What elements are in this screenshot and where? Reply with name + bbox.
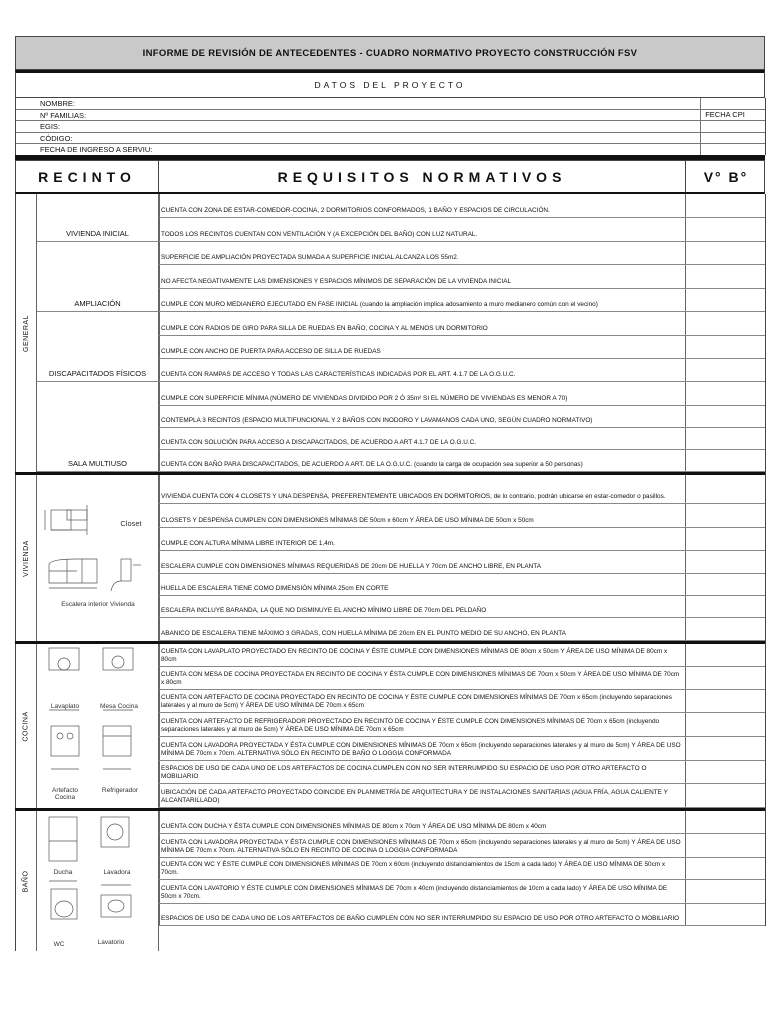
- vivienda-sketch: [37, 475, 159, 641]
- vb-cell[interactable]: [686, 713, 765, 737]
- vb-cell[interactable]: [686, 761, 765, 784]
- req-g10: CONTEMPLA 3 RECINTOS (ESPACIO MULTIFUNCIONAL Y 2 BAÑOS CON INODORO Y LAVAMANOS CADA UNO, SEGÚN CUADRO NORMATIVO): [159, 406, 686, 428]
- vb-cell[interactable]: [686, 406, 765, 428]
- req-g12: CUENTA CON BAÑO PARA DISCAPACITADOS, DE ACUERDO A ART. DE LA O.G.U.C. (cuando la carga de ocupación sea superior a 50 personas): [159, 450, 686, 472]
- vb-cell[interactable]: [686, 218, 765, 242]
- vb-cell[interactable]: [686, 618, 765, 641]
- vb-cell[interactable]: [686, 528, 765, 551]
- req-g5: CUMPLE CON MURO MEDIANERO EJECUTADO EN FASE INICIAL (cuando la ampliación implica adosamiento a muro medianero común con el vecino): [159, 289, 686, 312]
- sub-vivienda-inicial: VIVIENDA INICIAL: [37, 194, 159, 242]
- vb-cell[interactable]: [686, 644, 765, 667]
- req-c1: CUENTA CON LAVAPLATO PROYECTADO EN RECINTO DE COCINA Y ÉSTE CUMPLE CON DIMENSIONES MÍNIMAS DE 80cm x 50cm Y ÁREA DE USO MÍNIMA DE 80cm x 80cm: [159, 644, 686, 667]
- vb-cell[interactable]: [686, 858, 765, 880]
- req-c6: ESPACIOS DE USO DE CADA UNO DE LOS ARTEFACTOS DE COCINA CUMPLEN CON NO SER INTERRUMPIDO SU ESPACIO DE USO POR OTRO ARTEFACTO O MOBILIARIO: [159, 761, 686, 784]
- nombre-row: [15, 98, 765, 110]
- section-general: GENERAL: [15, 194, 37, 472]
- lavadora-caption: Lavadora: [103, 869, 131, 876]
- vb-cell[interactable]: [686, 382, 765, 406]
- cocina-sketch: [37, 644, 159, 808]
- closet-stair-drawing: [37, 475, 159, 641]
- req-b1: CUENTA CON DUCHA Y ÉSTA CUMPLE CON DIMENSIONES MÍNIMAS DE 80cm x 70cm Y ÁREA DE USO MÍNIMA DE 80cm x 40cm: [159, 811, 686, 834]
- project-data-heading: DATOS DEL PROYECTO: [15, 70, 765, 98]
- req-b4: CUENTA CON LAVATORIO Y ÉSTE CUMPLE CON DIMENSIONES MÍNIMAS DE 70cm x 40cm (incluyendo distanciamientos de 10cm a cada lado) Y ÁREA DE USO MÍNIMA DE 50cm x 70cm.: [159, 880, 686, 904]
- req-g7: CUMPLE CON ANCHO DE PUERTA PARA ACCESO DE SILLA DE RUEDAS: [159, 336, 686, 359]
- req-v5: HUELLA DE ESCALERA TIENE COMO DIMENSIÓN MÍNIMA 25cm EN CORTE: [159, 574, 686, 596]
- vb-cell[interactable]: [686, 811, 765, 834]
- artefacto-cocina-caption: Artefacto Cocina: [51, 787, 78, 801]
- egis-label: EGIS:: [40, 122, 61, 131]
- vb-cell[interactable]: [686, 667, 765, 690]
- vb-cell[interactable]: [686, 904, 765, 926]
- vb-cell[interactable]: [686, 242, 765, 265]
- vb-cell[interactable]: [686, 428, 765, 450]
- vb-cell[interactable]: [686, 289, 765, 312]
- lavaplato-caption: Lavaplato: [50, 703, 80, 710]
- req-g4: NO AFECTA NEGATIVAMENTE LAS DIMENSIONES Y ESPACIOS MÍNIMOS DE SEPARACIÓN DE LA VIVIENDA INICIAL: [159, 265, 686, 289]
- req-v4: ESCALERA CUMPLE CON DIMENSIONES MÍNIMAS REQUERIDAS DE 20cm DE HUELLA Y 70cm DE ANCHO LIBRE, EN PLANTA: [159, 551, 686, 574]
- ducha-caption: Ducha: [53, 869, 73, 876]
- vb-cell[interactable]: [686, 737, 765, 761]
- req-c5: CUENTA CON LAVADORA PROYECTADA Y ÉSTA CUMPLE CON DIMENSIONES MÍNIMAS DE 70cm x 65cm (incluyendo separaciones laterales y al muro de 5cm) Y ÁREA DE USO MÍNIMA DE 70cm x 70cm. ALTERNATIVA SÓLO EN RECINTO DE BAÑO O LOGGIA CONFORMADA: [159, 737, 686, 761]
- egis-row: [15, 121, 765, 133]
- req-g2: TODOS LOS RECINTOS CUENTAN CON VENTILACIÓN Y (A EXCEPCIÓN DEL BAÑO) CON LUZ NATURAL.: [159, 218, 686, 242]
- section-vivienda: VIVIENDA: [15, 475, 37, 641]
- vb-cell[interactable]: [686, 194, 765, 218]
- fecha-ingreso-row: [15, 144, 765, 156]
- vb-cell[interactable]: [686, 504, 765, 528]
- req-v7: ABANICO DE ESCALERA TIENE MÁXIMO 3 GRADAS, CON HUELLA MÍNIMA DE 20cm EN EL PUNTO MEDIO DE SU ANCHO, EN PLANTA: [159, 618, 686, 641]
- fecha-ingreso-label: FECHA DE INGRESO A SERVIU:: [40, 145, 153, 154]
- req-c3: CUENTA CON ARTEFACTO DE COCINA PROYECTADO EN RECINTO DE COCINA Y ÉSTE CUMPLE CON DIMENSIONES MÍNIMAS DE 70cm x 65cm (incluyendo separaciones laterales y al muro de 5cm) Y ÁREA DE USO MÍNIMA DE 70cm x 65cm: [159, 690, 686, 713]
- vb-cell[interactable]: [686, 834, 765, 858]
- section-cocina: COCINA: [15, 644, 37, 808]
- req-g8: CUENTA CON RAMPAS DE ACCESO Y TODAS LAS CARACTERÍSTICAS INDICADAS POR EL ART. 4.1.7 DE LA O.G.U.C.: [159, 359, 686, 382]
- req-g11: CUENTA CON SOLUCIÓN PARA ACCESO A DISCAPACITADOS, DE ACUERDO A ART 4.1.7 DE LA O.G.U.C.: [159, 428, 686, 450]
- recinto-header: RECINTO: [16, 161, 159, 192]
- vb-header: V° B°: [703, 168, 749, 185]
- vb-cell[interactable]: [686, 359, 765, 382]
- req-c4: CUENTA CON ARTEFACTO DE REFRIGERADOR PROYECTADO EN RECINTO DE COCINA Y ÉSTE CUMPLE CON DIMENSIONES MÍNIMAS DE 70cm x 65cm (incluyendo separaciones laterales y al muro de 5cm) Y ÁREA DE USO MÍNIMA DE 70cm x 65cm: [159, 713, 686, 737]
- req-v3: CUMPLE CON ALTURA MÍNIMA LIBRE INTERIOR DE 1,4m.: [159, 528, 686, 551]
- req-b5: ESPACIOS DE USO DE CADA UNO DE LOS ARTEFACTOS DE BAÑO CUMPLEN CON NO SER INTERRUMPIDO SU ESPACIO DE USO POR OTRO ARTEFACTO O MOBILIARIO: [159, 904, 686, 926]
- vb-cell[interactable]: [686, 475, 765, 504]
- sub-ampliacion: AMPLIACIÓN: [37, 242, 159, 312]
- familias-label: Nº FAMILIAS:: [40, 110, 87, 120]
- req-g6: CUMPLE CON RADIOS DE GIRO PARA SILLA DE RUEDAS EN BAÑO, COCINA Y AL MENOS UN DORMITORIO: [159, 312, 686, 336]
- lavatorio-caption: Lavatorio: [97, 939, 125, 946]
- requisitos-header: REQUISITOS NORMATIVOS: [159, 161, 686, 192]
- mesa-cocina-caption: Mesa Cocina: [100, 703, 138, 710]
- vb-cell[interactable]: [686, 312, 765, 336]
- report-title: INFORME DE REVISIÓN DE ANTECEDENTES - CUADRO NORMATIVO PROYECTO CONSTRUCCIÓN FSV: [15, 36, 765, 70]
- req-g3: SUPERFICIE DE AMPLIACIÓN PROYECTADA SUMADA A SUPERFICIE INICIAL ALCANZA LOS 55m2.: [159, 242, 686, 265]
- closet-caption: Closet: [120, 519, 142, 528]
- familias-row: [15, 110, 765, 122]
- req-v6: ESCALERA INCLUYE BARANDA, LA QUE NO DISMINUYE EL ANCHO MÍNIMO LIBRE DE 70cm DEL PELDAÑO: [159, 596, 686, 618]
- vb-cell[interactable]: [686, 596, 765, 618]
- kitchen-fixtures-drawing: [37, 644, 159, 808]
- codigo-row: [15, 133, 765, 145]
- codigo-label: CÓDIGO:: [40, 133, 73, 143]
- req-b2: CUENTA CON LAVADORA PROYECTADA Y ÉSTA CUMPLE CON DIMENSIONES MÍNIMAS DE 70cm x 65cm (incluyendo separaciones laterales y al muro de 5cm) Y ÁREA DE USO MÍNIMA DE 70cm x 70cm. ALTERNATIVA SÓLO EN RECINTO DE COCINA O LOGGIA CONFORMADA: [159, 834, 686, 858]
- vb-cell[interactable]: [686, 336, 765, 359]
- refrigerador-caption: Refrigerador: [101, 787, 139, 794]
- table-header: [15, 160, 765, 194]
- req-v2: CLOSETS Y DESPENSA CUMPLEN CON DIMENSIONES MÍNIMAS DE 50cm x 60cm Y ÁREA DE USO MÍNIMA DE 50cm x 50cm: [159, 504, 686, 528]
- vb-cell[interactable]: [686, 880, 765, 904]
- sub-sala-multiuso: SALA MULTIUSO: [37, 382, 159, 472]
- req-c2: CUENTA CON MESA DE COCINA PROYECTADA EN RECINTO DE COCINA Y ÉSTA CUMPLE CON DIMENSIONES MÍNIMAS DE 70cm x 50cm Y ÁREA DE USO MÍNIMA DE 70cm x 80cm: [159, 667, 686, 690]
- nombre-label: NOMBRE:: [40, 99, 76, 108]
- vb-cell[interactable]: [686, 265, 765, 289]
- vb-cell[interactable]: [686, 574, 765, 596]
- vb-cell[interactable]: [686, 551, 765, 574]
- req-b3: CUENTA CON WC Y ÉSTE CUMPLE CON DIMENSIONES MÍNIMAS DE 70cm x 60cm (incluyendo distanciamientos de 15cm a cada lado) Y ÁREA DE USO MÍNIMA DE 50cm x 70cm.: [159, 858, 686, 880]
- bathroom-fixtures-drawing: [37, 811, 159, 951]
- bano-sketch: [37, 811, 159, 951]
- req-c7: UBICACIÓN DE CADA ARTEFACTO PROYECTADO COINCIDE EN PLANIMETRÍA DE ARQUITECTURA Y DE INSTALACIONES SANITARIAS (AGUA FRÍA, AGUA CALIENTE Y ALCANTARILLADO): [159, 784, 686, 808]
- wc-caption: WC: [53, 941, 65, 948]
- vb-cell[interactable]: [686, 690, 765, 713]
- req-g9: CUMPLE CON SUPERFICIE MÍNIMA (NÚMERO DE VIVIENDAS DIVIDIDO POR 2 Ó 35m² SI EL NÚMERO DE VIVIENDAS ES MENOR A 70): [159, 382, 686, 406]
- vb-cell[interactable]: [686, 450, 765, 472]
- section-bano: BAÑO: [15, 811, 37, 951]
- sub-discapacitados: DISCAPACITADOS FÍSICOS: [37, 312, 159, 382]
- escalera-caption: Escalera interior Vivienda: [61, 601, 135, 608]
- req-v1: VIVIENDA CUENTA CON 4 CLOSETS Y UNA DESPENSA, PREFERENTEMENTE UBICADOS EN DORMITORIOS, de lo contrario, podrán ubicarse en estar-comedor o pasillos.: [159, 475, 686, 504]
- vb-cell[interactable]: [686, 784, 765, 808]
- req-g1: CUENTA CON ZONA DE ESTAR-COMEDOR-COCINA, 2 DORMITORIOS CONFORMADOS, 1 BAÑO Y ESPACIOS DE CIRCULACIÓN.: [159, 194, 686, 218]
- fecha-cpi-label: FECHA CPI: [705, 110, 745, 119]
